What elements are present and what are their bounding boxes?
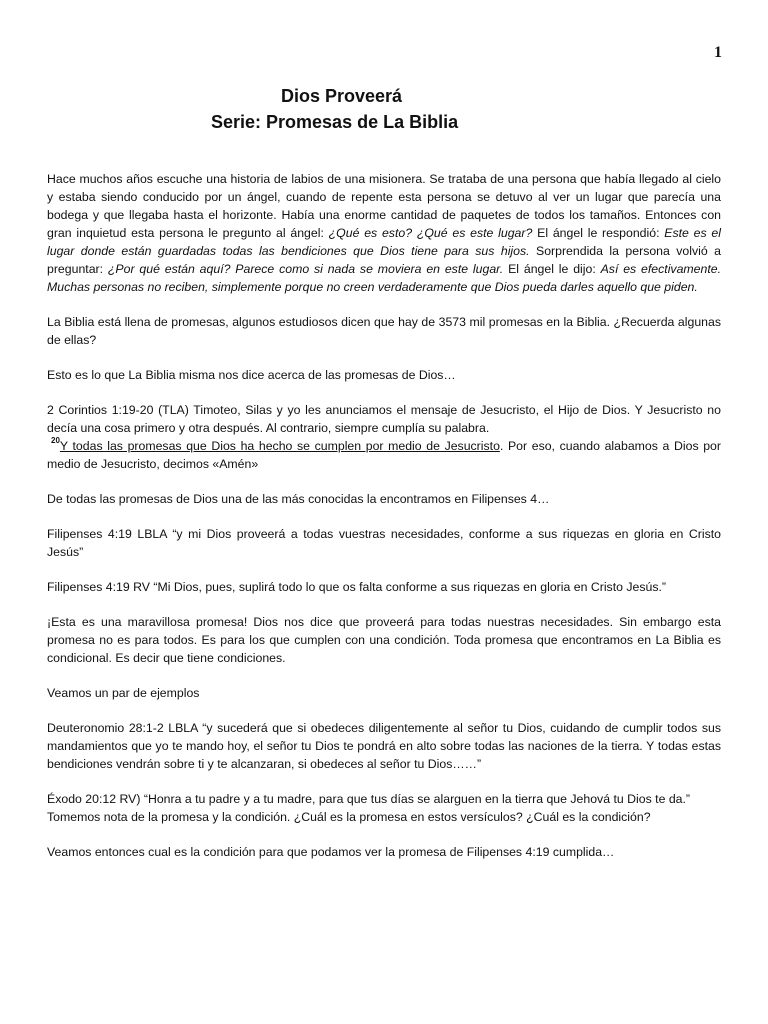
paragraph-deuteronomio: Deuteronomio 28:1-2 LBLA “y sucederá que si obedeces diligentemente al señor tu Dios, cuidando de cumplir todos sus mandamientos que yo te mando hoy, el señor tu Dios te pondrá en alto sobre todas las naciones de la tierra. Y todas estas bendiciones vendrán sobre ti y te alcanzaran, si obedeces al señor tu Dios……”	[47, 721, 721, 771]
paragraph-corintios	[47, 401, 721, 473]
story-text-2: El ángel le respondió:	[532, 226, 665, 240]
paragraph-filipenses-rv: Filipenses 4:19 RV “Mi Dios, pues, suplirá todo lo que os falta conforme a sus riquezas en gloria en Cristo Jesús.”	[47, 580, 667, 594]
document-body	[47, 170, 721, 861]
paragraph-biblia: La Biblia está llena de promesas, algunos estudiosos dicen que hay de 3573 mil promesas en la Biblia. ¿Recuerda algunas de ellas?	[47, 315, 721, 347]
story-question-1: ¿Qué es esto? ¿Qué es este lugar?	[328, 226, 533, 240]
paragraph-maravillosa: ¡Esta es una maravillosa promesa! Dios nos dice que proveerá para todas nuestras necesidades. Sin embargo esta promesa no es para todos. Es para los que cumplen con una condición. Toda promesa que encontramos en La Biblia es condicional. Es decir que tiene condiciones.	[47, 615, 721, 665]
paragraph-esto: Esto es lo que La Biblia misma nos dice acerca de las promesas de Dios…	[47, 368, 456, 382]
story-text-1: Hace muchos años escuche una historia de labios de una misionera. Se trataba de una persona que había llegado al cielo y estaba siendo conducido por un ángel, cuando de repente esta persona se detuvo al ver un lugar que parecía una bodega y que llegaba hasta el horizonte. Había una enorme cantidad de paquetes de todos los tamaños. Entonces con gran inquietud esta persona le pregunto al ángel:	[47, 172, 721, 240]
document-title	[0, 83, 768, 135]
paragraph-de-todas: De todas las promesas de Dios una de las más conocidas la encontramos en Filipenses 4…	[47, 492, 550, 506]
story-question-2: ¿Por qué están aquí? Parece como si nada se moviera en este lugar.	[107, 262, 504, 276]
paragraph-exodo: Éxodo 20:12 RV) “Honra a tu padre y a tu madre, para que tus días se alarguen en la tierra que Jehová tu Dios te da.”	[47, 792, 691, 806]
story-answer-2: Así es efectivamente. Muchas personas no reciben, simplemente porque no creen verdaderamente que Dios pueda darles aquello que piden.	[47, 262, 722, 294]
underlined-verse: Y todas las promesas que Dios ha hecho se cumplen por medio de Jesucristo	[59, 439, 500, 453]
verse-number: 20	[51, 436, 60, 445]
story-text-3: Sorprendida la persona volvió a preguntar:	[47, 244, 721, 276]
paragraph-final: Veamos entonces cual es la condición para que podamos ver la promesa de Filipenses 4:19 cumplida…	[47, 845, 615, 859]
corintios-text: 2 Corintios 1:19-20 (TLA) Timoteo, Silas y yo les anunciamos el mensaje de Jesucristo, el Hijo de Dios. Y Jesucristo no decía una cosa primero y otra después. Al contrario, siempre cumplía su palabra.	[47, 403, 721, 435]
paragraph-story	[47, 170, 721, 296]
corintios-rest: . Por eso, cuando alabamos a Dios por medio de Jesucristo, decimos «Amén»	[47, 439, 721, 471]
paragraph-veamos: Veamos un par de ejemplos	[47, 686, 200, 700]
title-line-1: Dios Proveerá	[281, 86, 403, 106]
story-text-4: El ángel le dijo:	[503, 262, 601, 276]
page-number: 1	[714, 44, 722, 61]
title-line-2: Serie: Promesas de La Biblia	[211, 112, 459, 132]
paragraph-tomemos: Tomemos nota de la promesa y la condición. ¿Cuál es la promesa en estos versículos? ¿Cuál es la condición?	[47, 810, 651, 824]
paragraph-filipenses-lbla: Filipenses 4:19 LBLA “y mi Dios proveerá a todas vuestras necesidades, conforme a sus riquezas en gloria en Cristo Jesús”	[47, 527, 721, 559]
story-answer-1: Este es el lugar donde están guardadas todas las bendiciones que Dios tiene para sus hijos.	[47, 226, 722, 258]
